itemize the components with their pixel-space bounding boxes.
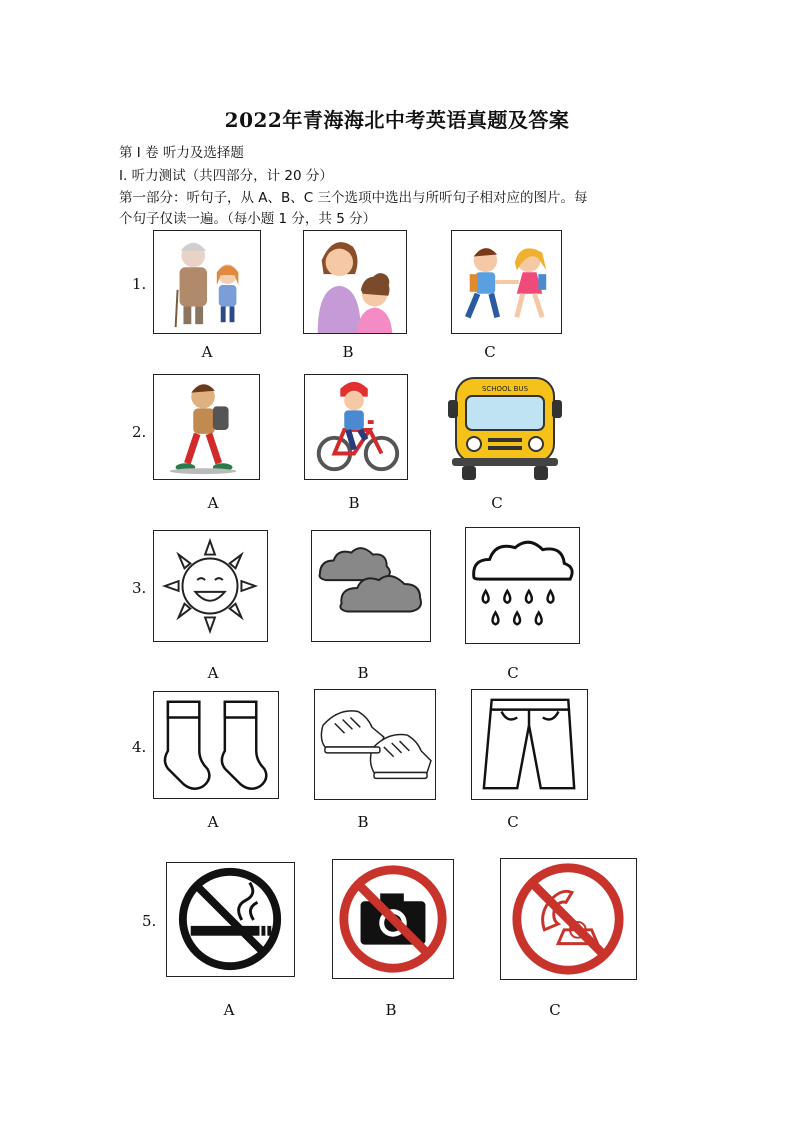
grandmother-and-girl-icon[interactable] (153, 230, 261, 334)
no-phone-sign-icon[interactable] (500, 858, 637, 980)
question-number: 1. (132, 275, 147, 293)
question-number: 4. (132, 738, 147, 756)
option-letter: B (357, 813, 369, 831)
socks-icon[interactable] (153, 691, 279, 799)
instruction-line-1: 第一部分：听句子，从 A、B、C 三个选项中选出与所听句子相对应的图片。每 (119, 190, 588, 206)
instruction-line-2: 个句子仅读一遍。（每小题 1 分，共 5 分） (119, 211, 377, 227)
option-letter: B (342, 343, 354, 361)
option-letter: C (507, 664, 519, 682)
option-letter: C (549, 1001, 561, 1019)
rain-cloud-icon[interactable] (465, 527, 580, 644)
option-letter: C (507, 813, 519, 831)
no-smoking-sign-icon[interactable] (166, 862, 295, 977)
children-walking-icon[interactable] (451, 230, 562, 334)
clouds-icon[interactable] (311, 530, 431, 642)
section-heading: 第 I 卷 听力及选择题 (119, 145, 244, 161)
page-title: 2022年青海海北中考英语真题及答案 (224, 108, 570, 132)
option-letter: A (201, 343, 213, 361)
sun-icon[interactable] (153, 530, 268, 642)
question-number: 2. (132, 423, 147, 441)
option-letter: A (223, 1001, 235, 1019)
option-letter: C (484, 343, 496, 361)
option-letter: B (348, 494, 360, 512)
option-letter: B (357, 664, 369, 682)
part-heading: I. 听力测试（共四部分，计 20 分） (119, 168, 333, 184)
school-bus-icon[interactable] (444, 374, 566, 484)
question-number: 3. (132, 579, 147, 597)
option-letter: B (385, 1001, 397, 1019)
sneakers-icon[interactable] (314, 689, 436, 800)
boy-riding-bike-icon[interactable] (304, 374, 408, 480)
option-letter: C (491, 494, 503, 512)
no-photos-sign-icon[interactable] (332, 859, 454, 979)
bus-label: SCHOOL BUS (481, 385, 529, 393)
option-letter: A (207, 664, 219, 682)
boy-walking-icon[interactable] (153, 374, 260, 480)
question-number: 5. (142, 912, 157, 930)
mother-and-daughter-icon[interactable] (303, 230, 407, 334)
option-letter: A (207, 813, 219, 831)
trousers-icon[interactable] (471, 689, 588, 800)
option-letter: A (207, 494, 219, 512)
